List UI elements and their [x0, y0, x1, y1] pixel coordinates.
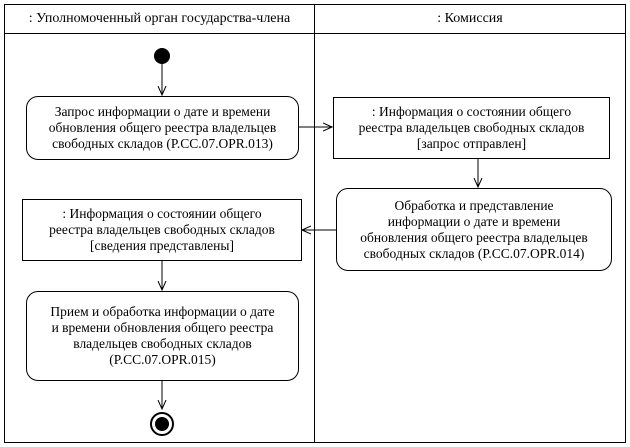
action-receive-info: Прием и обработка информации о дате и времени обновления общего реестра владельцев свободных складов (P.CC.07.OPR.015) — [26, 291, 299, 381]
final-node-core — [155, 417, 169, 431]
action-request-info: Запрос информации о дате и времени обновления общего реестра владельцев свободных складов (P.CC.07.OPR.013) — [26, 96, 299, 160]
initial-node — [154, 48, 170, 64]
lane-title-member-state: : Уполномоченный орган государства-члена — [28, 10, 291, 26]
object-info-request-sent: : Информация о состоянии общего реестра владельцев свободных складов [запрос отправлен] — [333, 97, 610, 159]
object-info-provided: : Информация о состоянии общего реестра владельцев свободных складов [сведения представлены] — [22, 199, 302, 261]
action-processing-info: Обработка и представление информации о дате и времени обновления общего реестра владельцев свободных складов (P.CC.07.OPR.014) — [336, 188, 612, 271]
lane-title-commission: : Комиссия — [437, 10, 503, 26]
